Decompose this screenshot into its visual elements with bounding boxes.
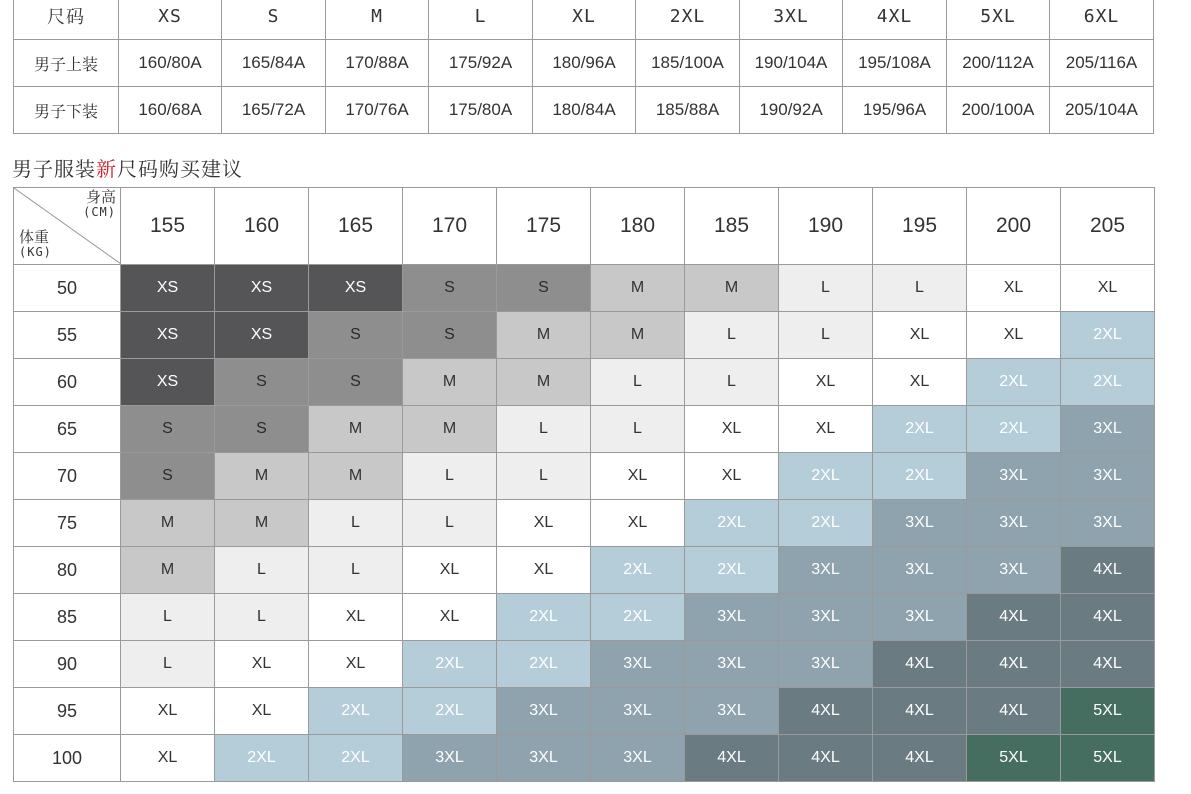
- size-recommendation-cell: 2XL: [967, 359, 1061, 406]
- size-recommendation-cell: S: [215, 359, 309, 406]
- height-header-cell: 175: [497, 188, 591, 265]
- size-spec-cell: 160/80A: [119, 40, 222, 87]
- weight-row: [14, 406, 1155, 453]
- height-header-cell: 155: [121, 188, 215, 265]
- size-recommendation-cell: 3XL: [967, 547, 1061, 594]
- size-recommendation-cell: L: [779, 265, 873, 312]
- weight-label-cell: 55: [14, 312, 121, 359]
- size-spec-cell: 190/104A: [740, 40, 843, 87]
- size-recommendation-cell: 3XL: [779, 641, 873, 688]
- size-header-cell: XL: [533, 0, 636, 40]
- size-recommendation-cell: L: [121, 594, 215, 641]
- size-recommendation-cell: L: [403, 453, 497, 500]
- weight-label-cell: 100: [14, 735, 121, 782]
- weight-row: [14, 312, 1155, 359]
- size-spec-cell: 200/100A: [947, 87, 1050, 134]
- size-recommendation-cell: L: [309, 500, 403, 547]
- size-recommendation-cell: S: [309, 359, 403, 406]
- weight-label-cell: 60: [14, 359, 121, 406]
- size-header-cell: 4XL: [843, 0, 947, 40]
- size-recommendation-cell: 3XL: [591, 641, 685, 688]
- size-recommendation-cell: 4XL: [873, 735, 967, 782]
- size-recommendation-cell: XL: [497, 500, 591, 547]
- size-recommendation-cell: 2XL: [779, 453, 873, 500]
- size-recommendation-cell: XL: [1061, 265, 1155, 312]
- size-recommendation-cell: 3XL: [967, 500, 1061, 547]
- size-recommendation-cell: L: [215, 594, 309, 641]
- height-header-cell: 180: [591, 188, 685, 265]
- size-spec-cell: 160/68A: [119, 87, 222, 134]
- garment-type-label: 男子上装: [14, 40, 119, 87]
- size-recommendation-cell: L: [685, 312, 779, 359]
- size-spec-cell: 200/112A: [947, 40, 1050, 87]
- size-recommendation-cell: XL: [591, 500, 685, 547]
- size-recommendation-table: [13, 187, 1155, 782]
- size-recommendation-cell: M: [215, 500, 309, 547]
- size-recommendation-cell: 2XL: [497, 641, 591, 688]
- size-recommendation-cell: 3XL: [497, 735, 591, 782]
- size-recommendation-cell: 2XL: [215, 735, 309, 782]
- garment-type-label: 男子下装: [14, 87, 119, 134]
- size-recommendation-cell: 5XL: [967, 735, 1061, 782]
- size-recommendation-cell: S: [309, 312, 403, 359]
- size-standard-row: [14, 87, 1154, 134]
- size-recommendation-cell: XS: [121, 265, 215, 312]
- weight-row: [14, 547, 1155, 594]
- weight-row: [14, 688, 1155, 735]
- size-recommendation-cell: XL: [497, 547, 591, 594]
- size-recommendation-cell: XS: [121, 312, 215, 359]
- size-recommendation-cell: M: [497, 312, 591, 359]
- size-recommendation-cell: 4XL: [1061, 594, 1155, 641]
- size-recommendation-cell: M: [591, 312, 685, 359]
- height-header-cell: 165: [309, 188, 403, 265]
- size-recommendation-cell: L: [685, 359, 779, 406]
- size-recommendation-cell: S: [121, 406, 215, 453]
- height-header-cell: 185: [685, 188, 779, 265]
- weight-label-cell: 80: [14, 547, 121, 594]
- size-recommendation-cell: 3XL: [967, 453, 1061, 500]
- size-recommendation-cell: XL: [309, 594, 403, 641]
- size-recommendation-cell: L: [403, 500, 497, 547]
- size-recommendation-cell: 3XL: [685, 688, 779, 735]
- size-recommendation-cell: XL: [873, 359, 967, 406]
- size-header-cell: 3XL: [740, 0, 843, 40]
- size-recommendation-cell: 2XL: [685, 547, 779, 594]
- size-recommendation-cell: XL: [403, 547, 497, 594]
- weight-row: [14, 265, 1155, 312]
- size-standard-row: [14, 40, 1154, 87]
- size-recommendation-cell: XL: [403, 594, 497, 641]
- size-recommendation-cell: 4XL: [685, 735, 779, 782]
- size-recommendation-cell: L: [497, 453, 591, 500]
- size-recommendation-cell: M: [121, 547, 215, 594]
- size-recommendation-cell: 3XL: [1061, 453, 1155, 500]
- height-axis-label: [83, 190, 116, 220]
- size-header-cell: 6XL: [1050, 0, 1154, 40]
- height-header-cell: 160: [215, 188, 309, 265]
- size-spec-cell: 185/100A: [636, 40, 740, 87]
- size-recommendation-cell: 2XL: [497, 594, 591, 641]
- size-recommendation-cell: XL: [967, 265, 1061, 312]
- size-recommendation-cell: L: [215, 547, 309, 594]
- size-recommendation-cell: M: [215, 453, 309, 500]
- weight-label-cell: 85: [14, 594, 121, 641]
- section-title: [12, 153, 243, 182]
- size-recommendation-cell: 4XL: [967, 641, 1061, 688]
- size-recommendation-cell: S: [403, 312, 497, 359]
- size-recommendation-cell: XL: [121, 735, 215, 782]
- size-header-cell: M: [326, 0, 429, 40]
- weight-row: [14, 735, 1155, 782]
- height-header-cell: 190: [779, 188, 873, 265]
- size-recommendation-cell: 3XL: [1061, 406, 1155, 453]
- size-recommendation-cell: 2XL: [591, 594, 685, 641]
- title-part2: 尺码购买建议: [117, 157, 243, 181]
- size-recommendation-cell: 2XL: [403, 688, 497, 735]
- size-recommendation-cell: 4XL: [873, 688, 967, 735]
- size-recommendation-cell: M: [309, 406, 403, 453]
- size-recommendation-cell: 2XL: [1061, 359, 1155, 406]
- size-recommendation-cell: 2XL: [685, 500, 779, 547]
- size-recommendation-cell: XS: [309, 265, 403, 312]
- size-spec-cell: 170/76A: [326, 87, 429, 134]
- size-header-row: [14, 0, 1154, 40]
- size-recommendation-cell: L: [121, 641, 215, 688]
- weight-row: [14, 453, 1155, 500]
- size-header-cell: L: [429, 0, 533, 40]
- size-spec-cell: 175/92A: [429, 40, 533, 87]
- weight-label-cell: 50: [14, 265, 121, 312]
- weight-row: [14, 359, 1155, 406]
- size-recommendation-cell: 2XL: [403, 641, 497, 688]
- size-recommendation-cell: 2XL: [779, 500, 873, 547]
- size-recommendation-cell: 3XL: [497, 688, 591, 735]
- size-recommendation-cell: 2XL: [873, 453, 967, 500]
- size-spec-cell: 175/80A: [429, 87, 533, 134]
- size-spec-cell: 205/116A: [1050, 40, 1154, 87]
- size-spec-cell: 180/84A: [533, 87, 636, 134]
- weight-unit: (KG): [19, 245, 52, 259]
- weight-label-cell: 95: [14, 688, 121, 735]
- size-recommendation-cell: 3XL: [403, 735, 497, 782]
- size-recommendation-cell: 2XL: [967, 406, 1061, 453]
- size-recommendation-cell: XS: [215, 312, 309, 359]
- size-recommendation-cell: 4XL: [1061, 547, 1155, 594]
- title-part1: 男子服装: [12, 157, 96, 181]
- size-recommendation-cell: 2XL: [1061, 312, 1155, 359]
- height-header-cell: 200: [967, 188, 1061, 265]
- size-recommendation-cell: S: [497, 265, 591, 312]
- height-label: 身高: [85, 188, 116, 206]
- size-spec-cell: 185/88A: [636, 87, 740, 134]
- size-recommendation-cell: L: [591, 406, 685, 453]
- size-spec-cell: 170/88A: [326, 40, 429, 87]
- size-recommendation-cell: XL: [779, 406, 873, 453]
- size-recommendation-cell: 3XL: [685, 641, 779, 688]
- size-recommendation-cell: L: [309, 547, 403, 594]
- weight-label-cell: 65: [14, 406, 121, 453]
- height-unit: (CM): [83, 205, 116, 219]
- size-recommendation-cell: M: [497, 359, 591, 406]
- size-spec-cell: 205/104A: [1050, 87, 1154, 134]
- size-recommendation-cell: XS: [121, 359, 215, 406]
- size-recommendation-cell: S: [121, 453, 215, 500]
- size-recommendation-cell: XL: [685, 453, 779, 500]
- size-recommendation-cell: S: [215, 406, 309, 453]
- size-recommendation-cell: 3XL: [779, 594, 873, 641]
- height-header-row: [14, 188, 1155, 265]
- weight-label: 体重: [19, 228, 50, 246]
- size-recommendation-cell: 2XL: [309, 688, 403, 735]
- size-header-label: 尺码: [14, 0, 119, 40]
- weight-label-cell: 90: [14, 641, 121, 688]
- size-recommendation-cell: 2XL: [591, 547, 685, 594]
- size-header-cell: 2XL: [636, 0, 740, 40]
- size-spec-cell: 195/96A: [843, 87, 947, 134]
- weight-axis-label: [19, 230, 52, 260]
- weight-row: [14, 594, 1155, 641]
- height-header-cell: 205: [1061, 188, 1155, 265]
- size-recommendation-cell: L: [779, 312, 873, 359]
- size-recommendation-cell: M: [685, 265, 779, 312]
- size-recommendation-cell: 4XL: [873, 641, 967, 688]
- size-recommendation-cell: XL: [779, 359, 873, 406]
- size-recommendation-cell: M: [591, 265, 685, 312]
- size-recommendation-cell: 4XL: [967, 594, 1061, 641]
- size-recommendation-cell: S: [403, 265, 497, 312]
- size-recommendation-cell: 4XL: [779, 735, 873, 782]
- size-recommendation-cell: 4XL: [779, 688, 873, 735]
- size-recommendation-cell: 3XL: [591, 688, 685, 735]
- size-recommendation-cell: 2XL: [309, 735, 403, 782]
- size-spec-cell: 180/96A: [533, 40, 636, 87]
- size-recommendation-cell: XL: [215, 688, 309, 735]
- size-recommendation-cell: XL: [591, 453, 685, 500]
- size-recommendation-cell: 4XL: [1061, 641, 1155, 688]
- size-recommendation-cell: 3XL: [685, 594, 779, 641]
- title-highlight: 新: [96, 157, 117, 181]
- height-header-cell: 170: [403, 188, 497, 265]
- size-recommendation-cell: 3XL: [873, 547, 967, 594]
- size-spec-cell: 190/92A: [740, 87, 843, 134]
- size-recommendation-cell: XL: [215, 641, 309, 688]
- size-recommendation-cell: 3XL: [779, 547, 873, 594]
- corner-cell: [14, 188, 121, 265]
- weight-label-cell: 75: [14, 500, 121, 547]
- size-recommendation-cell: 3XL: [873, 500, 967, 547]
- size-recommendation-cell: 4XL: [967, 688, 1061, 735]
- size-recommendation-cell: L: [591, 359, 685, 406]
- size-recommendation-cell: 5XL: [1061, 688, 1155, 735]
- weight-row: [14, 641, 1155, 688]
- size-header-cell: S: [222, 0, 326, 40]
- size-recommendation-cell: M: [121, 500, 215, 547]
- size-spec-cell: 165/72A: [222, 87, 326, 134]
- size-spec-cell: 195/108A: [843, 40, 947, 87]
- size-recommendation-cell: XS: [215, 265, 309, 312]
- size-recommendation-cell: 2XL: [873, 406, 967, 453]
- size-recommendation-cell: XL: [967, 312, 1061, 359]
- size-header-cell: XS: [119, 0, 222, 40]
- size-recommendation-cell: M: [403, 406, 497, 453]
- weight-row: [14, 500, 1155, 547]
- size-recommendation-cell: M: [309, 453, 403, 500]
- height-header-cell: 195: [873, 188, 967, 265]
- size-recommendation-cell: L: [873, 265, 967, 312]
- size-standard-table: [13, 0, 1154, 134]
- size-recommendation-cell: XL: [685, 406, 779, 453]
- size-recommendation-cell: 5XL: [1061, 735, 1155, 782]
- size-recommendation-cell: 3XL: [873, 594, 967, 641]
- size-recommendation-cell: XL: [121, 688, 215, 735]
- size-recommendation-cell: XL: [309, 641, 403, 688]
- size-recommendation-cell: M: [403, 359, 497, 406]
- size-recommendation-cell: XL: [873, 312, 967, 359]
- size-spec-cell: 165/84A: [222, 40, 326, 87]
- size-recommendation-cell: L: [497, 406, 591, 453]
- size-recommendation-cell: 3XL: [1061, 500, 1155, 547]
- size-recommendation-cell: 3XL: [591, 735, 685, 782]
- weight-label-cell: 70: [14, 453, 121, 500]
- size-header-cell: 5XL: [947, 0, 1050, 40]
